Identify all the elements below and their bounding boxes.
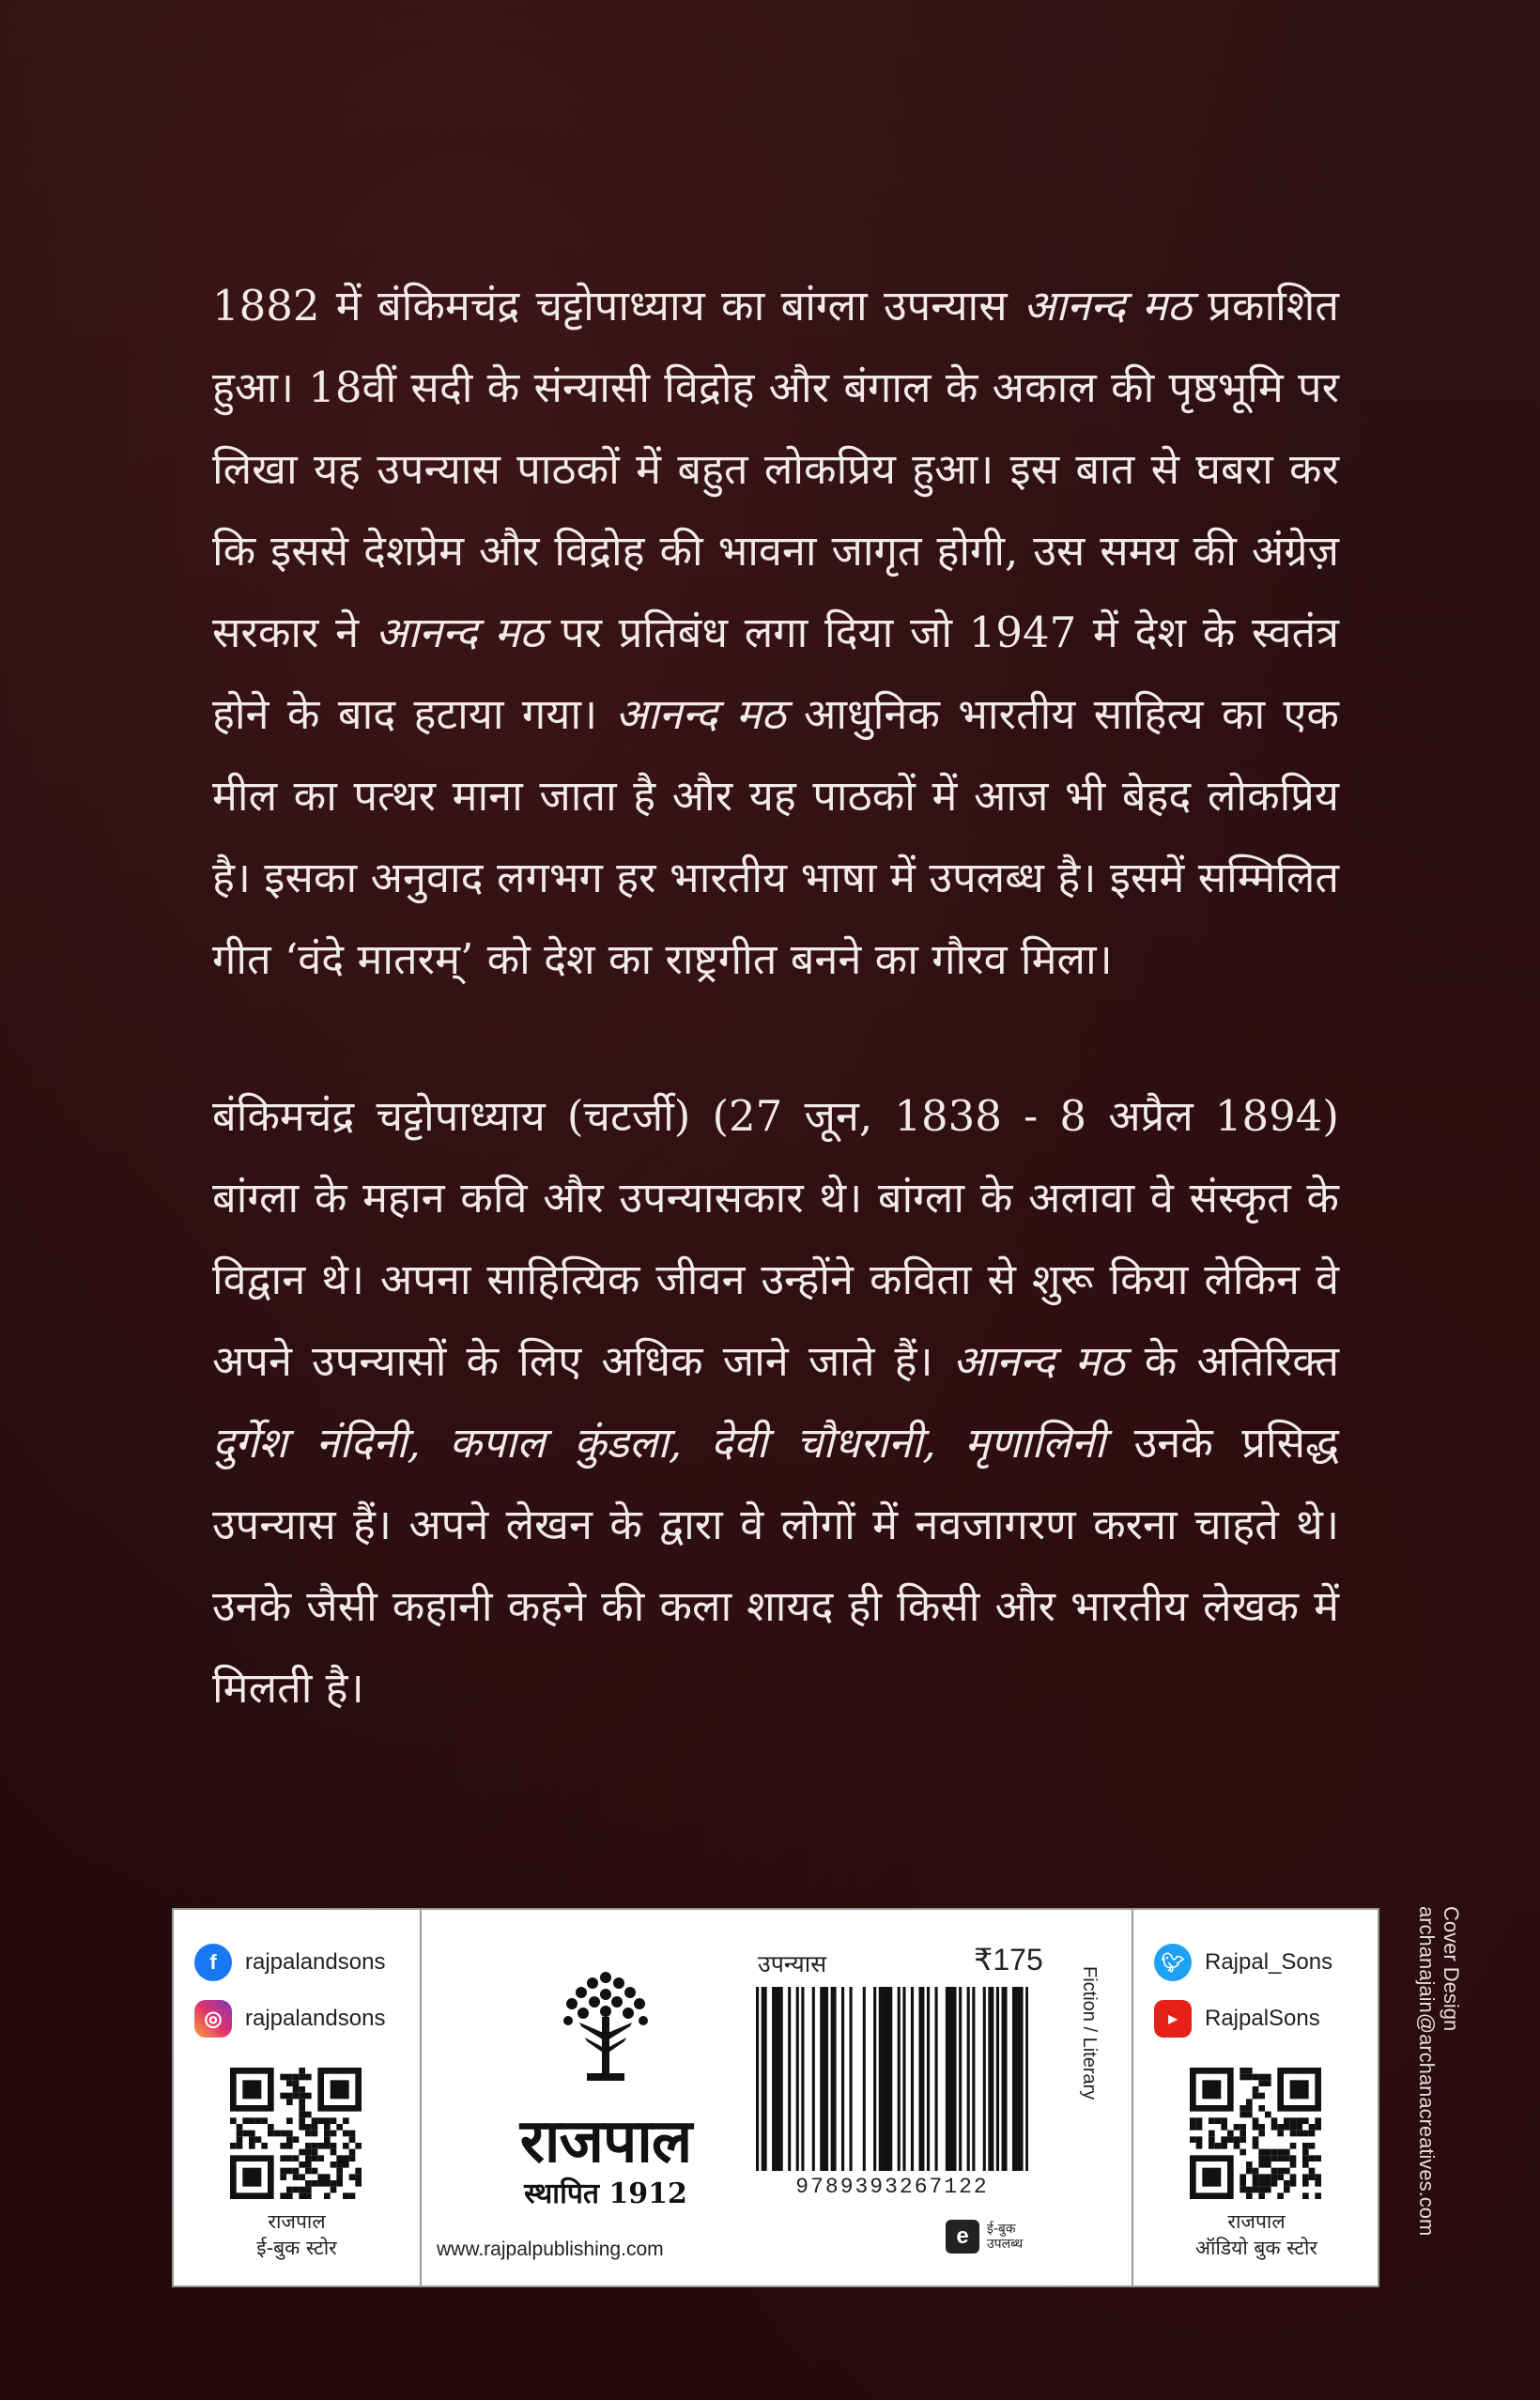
youtube-handle[interactable]: ▶ RajpalSons	[1154, 2000, 1320, 2038]
ebook-available-badge: e ई-बुक उपलब्ध	[946, 2220, 1023, 2254]
genre-label-english: Fiction / Literary	[1079, 1966, 1100, 2100]
facebook-handle[interactable]: f rajpalandsons	[194, 1944, 385, 1981]
ebook-store-qr-code[interactable]	[230, 2068, 362, 2199]
youtube-icon: ▶	[1154, 2000, 1192, 2038]
blurb-paragraph-1: 1882 में बंकिमचंद्र चट्टोपाध्याय का बांग्ला उपन्यास आनन्द मठ प्रकाशित हुआ। 18वीं सदी के संन्यासी विद्रोह और बंगाल के अकाल की पृष्ठभूमि पर लिखा यह उपन्यास पाठकों में बहुत लोकप्रिय हुआ। इस बात से घबरा कर कि इससे देशप्रेम और विद्रोह की भावना जागृत होगी, उस समय की अंग्रेज़ सरकार ने आनन्द मठ पर प्रतिबंध लगा दिया जो 1947 में देश के स्वतंत्र होने के बाद हटाया गया। आनन्द मठ आधुनिक भारतीय साहित्य का एक मील का पत्थर माना जाता है और यह पाठकों में आज भी बेहद लोकप्रिय है। इसका अनुवाद लगभग हर भारतीय भाषा में उपलब्ध है। इसमें सम्मिलित गीत ‘वंदे मातरम्’ को देश का राष्ट्रगीत बनने का गौरव मिला।	[212, 281, 1340, 984]
publisher-logo-wordmark: राजपाल	[519, 2107, 692, 2177]
twitter-handle[interactable]: 🐦︎ Rajpal_Sons	[1154, 1944, 1332, 1981]
ebook-store-caption: राजपाल ई-बुक स्टोर	[256, 2210, 337, 2259]
audiobook-store-caption: राजपाल ऑडियो बुक स्टोर	[1194, 2210, 1318, 2259]
right-social-panel	[1132, 1910, 1379, 2285]
genre-label-hindi: उपन्यास	[758, 1950, 827, 1977]
audiobook-store-qr-code[interactable]	[1190, 2068, 1321, 2199]
facebook-icon: f	[194, 1944, 232, 1981]
isbn-number: 9789393267122	[795, 2175, 989, 2199]
publisher-info-strip	[172, 1908, 1379, 2287]
isbn-barcode	[756, 1987, 1028, 2171]
instagram-icon: ◎	[194, 2000, 232, 2038]
ebook-icon: e	[946, 2220, 979, 2254]
left-social-panel	[174, 1910, 422, 2285]
instagram-handle[interactable]: ◎ rajpalandsons	[194, 2000, 385, 2038]
publisher-website-link[interactable]: www.rajpalpublishing.com	[437, 2238, 664, 2260]
twitter-icon: 🐦︎	[1154, 1944, 1192, 1981]
center-logo-barcode-panel	[420, 1910, 1132, 2285]
price-label: ₹175	[974, 1943, 1043, 1977]
blurb-paragraph-2: बंकिमचंद्र चट्टोपाध्याय (चटर्जी) (27 जून, 1838 - 8 अप्रैल 1894) बांग्ला के महान कवि और उपन्यासकार थे। बांग्ला के अलावा वे संस्कृत के विद्वान थे। अपना साहित्यिक जीवन उन्होंने कविता से शुरू किया लेकिन वे अपने उपन्यासों के लिए अधिक जाने जाते हैं। आनन्द मठ के अतिरिक्त दुर्गेश नंदिनी, कपाल कुंडला, देवी चौधरानी, मृणालिनी उनके प्रसिद्ध उपन्यास हैं। अपने लेखन के द्वारा वे लोगों में नवजागरण करना चाहते थे। उनके जैसी कहानी कहने की कला शायद ही किसी और भारतीय लेखक में मिलती है।	[212, 1091, 1339, 1713]
cover-design-credit: Cover Design archanajain@archanacreatives.com	[1415, 1906, 1463, 2237]
tree-logo-icon	[559, 1968, 653, 2090]
back-cover-blurb	[212, 265, 1339, 1729]
established-year: स्थापित 1912	[524, 2177, 687, 2210]
